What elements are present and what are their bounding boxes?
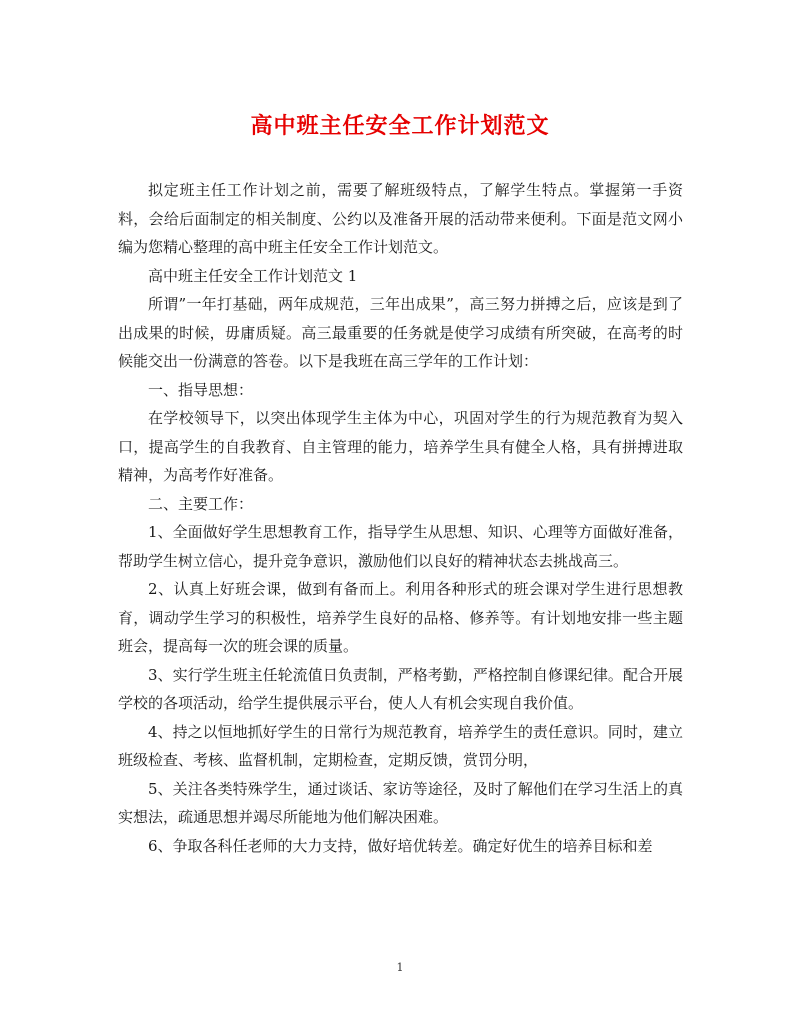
paragraph-item-1: 1、全面做好学生思想教育工作，指导学生从思想、知识、心理等方面做好准备，帮助学生树立信心，提升竞争意识，激励他们以良好的精神状态去挑战高三。 [118,523,683,570]
paragraph-item-5: 5、关注各类特殊学生，通过谈话、家访等途径，及时了解他们在学习生活上的真实想法，疏通思想并竭尽所能地为他们解决困难。 [118,779,683,826]
paragraph-overview: 所谓”一年打基础，两年成规范，三年出成果”，高三努力拼搏之后，应该是到了出成果的时候，毋庸质疑。高三最重要的任务就是使学习成绩有所突破，在高考的时候能交出一份满意的答卷。以下是我班在高三学年的工作计划： [118,295,683,370]
paragraph-intro: 拟定班主任工作计划之前，需要了解班级特点，了解学生特点。掌握第一手资料，会给后面制定的相关制度、公约以及准备开展的活动带来便利。下面是范文网小编为您精心整理的高中班主任安全工作计划范文。 [118,181,683,256]
paragraph-item-2: 2、认真上好班会课，做到有备而上。利用各种形式的班会课对学生进行思想教育，调动学生学习的积极性，培养学生良好的品格、修养等。有计划地安排一些主题班会，提高每一次的班会课的质量。 [118,580,683,655]
document-title: 高中班主任安全工作计划范文 [250,113,550,139]
paragraph-guiding-thought: 在学校领导下，以突出体现学生主体为中心，巩固对学生的行为规范教育为契入口，提高学生的自我教育、自主管理的能力，培养学生具有健全人格，具有拼搏进取精神，为高考作好准备。 [118,409,683,484]
document-body [118,176,683,860]
paragraph-item-6: 6、争取各科任老师的大力支持，做好培优转差。确定好优生的培养目标和差 [148,836,653,855]
paragraph-item-4: 4、持之以恒地抓好学生的日常行为规范教育，培养学生的责任意识。同时，建立班级检查、考核、监督机制，定期检查，定期反馈，赏罚分明， [118,722,683,769]
paragraph-section-heading: 高中班主任安全工作计划范文 1 [148,266,358,285]
paragraph-item-3: 3、实行学生班主任轮流值日负责制，严格考勤，严格控制自修课纪律。配合开展学校的各项活动，给学生提供展示平台，使人人有机会实现自我价值。 [118,665,683,712]
paragraph-heading-guiding-thought: 一、指导思想： [148,380,254,399]
page-number: 1 [396,961,404,974]
paragraph-heading-main-work: 二、主要工作： [148,494,254,513]
